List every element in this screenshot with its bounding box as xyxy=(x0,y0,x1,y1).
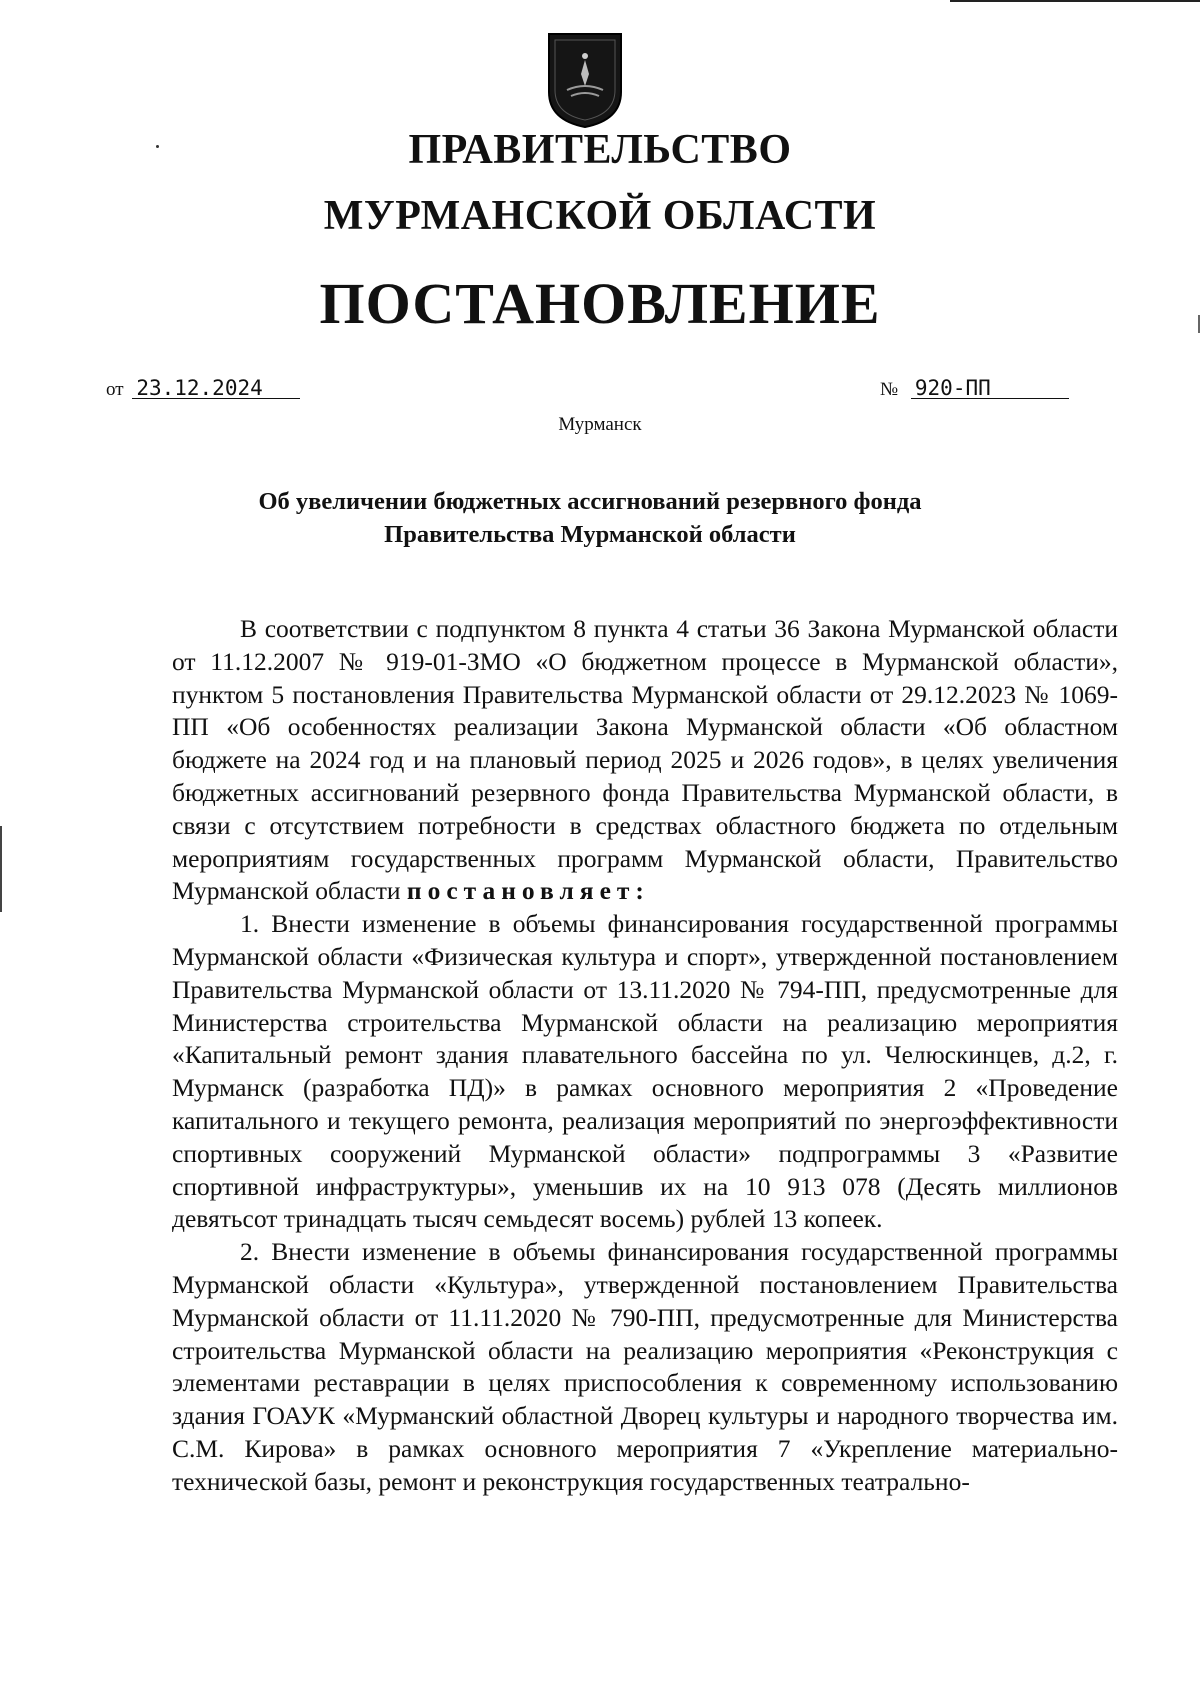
title-line: Об увеличении бюджетных ассигнований резервного фонда xyxy=(258,488,922,515)
number-value: 920-ПП xyxy=(911,378,1069,399)
scan-edge-mark xyxy=(0,826,2,912)
preamble-text: В соответствии с подпунктом 8 пункта 4 статьи 36 Закона Мурманской области от 11.12.2007 № 919-01-ЗМО «О бюджетном процессе в Мурманской области», пунктом 5 постановления Правительства Мурманской области от 29.12.2023 № 1069-ПП «Об особенностях реализации Закона Мурманской области «Об областном бюджете на 2024 год и на плановый период 2025 и 2026 годов», в целях увеличения бюджетных ассигнований резервного фонда Правительства Мурманской области, в связи с отсутствием потребности в средствах областного бюджета по отдельным мероприятиям государственных программ Мурманской области, Правительство Мурманской области xyxy=(172,614,1118,906)
date-prefix: от xyxy=(106,379,124,400)
org-name-line2: МУРМАНСКОЙ ОБЛАСТИ xyxy=(323,193,877,239)
number-prefix: № xyxy=(880,379,899,400)
document-title xyxy=(160,485,1020,551)
city-name: Мурманск xyxy=(558,414,642,435)
org-name-line1: ПРАВИТЕЛЬСТВО xyxy=(408,127,792,173)
number-field xyxy=(880,378,1069,401)
date-field xyxy=(106,378,300,401)
clause-1-paragraph: 1. Внести изменение в объемы финансирования государственной программы Мурманской области «Физическая культура и спорт», утвержденной постановлением Правительства Мурманской области от 13.11.2020 № 794-ПП, предусмотренные для Министерства строительства Мурманской области на реализацию мероприятия «Капитальный ремонт здания плавательного бассейна по ул. Челюскинцев, д.2, г. Мурманск (разработка ПД)» в рамках основного мероприятия 2 «Проведение капитального и текущего ремонта, реализация мероприятий по энергоэффективности спортивных сооружений Мурманской области» подпрограммы 3 «Развитие спортивной инфраструктуры», уменьшив их на 10 913 078 (Десять миллионов девятьсот тринадцать тысяч семьдесят восемь) рублей 13 копеек. xyxy=(172,909,1118,1234)
scan-edge-line xyxy=(950,0,1200,2)
coat-of-arms-emblem xyxy=(545,30,625,130)
date-value: 23.12.2024 xyxy=(132,378,300,399)
clause-2-paragraph: 2. Внести изменение в объемы финансирования государственной программы Мурманской области «Культура», утвержденной постановлением Правительства Мурманской области от 11.11.2020 № 790-ПП, предусмотренные для Министерства строительства Мурманской области на реализацию мероприятия «Реконструкция с элементами реставрации в целях приспособления к современному использованию здания ГОАУК «Мурманский областной Дворец культуры и народного творчества им. С.М. Кирова» в рамках основного мероприятия 7 «Укрепление материально-технической базы, ремонт и реконструкция государственных театрально- xyxy=(172,1237,1118,1496)
resolution-keyword: постановляет: xyxy=(406,876,650,906)
document-type-heading: ПОСТАНОВЛЕНИЕ xyxy=(319,271,881,336)
title-line: Правительства Мурманской области xyxy=(384,521,796,548)
document-body xyxy=(172,613,1118,1499)
preamble-paragraph xyxy=(172,613,1118,908)
